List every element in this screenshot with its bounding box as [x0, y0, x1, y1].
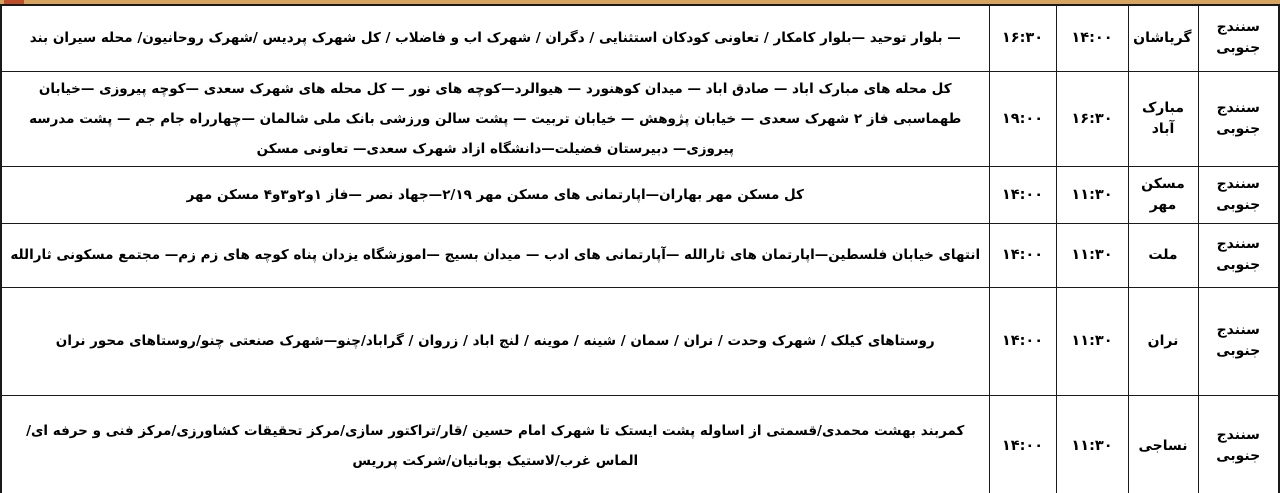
start-time-cell: ۱۱:۳۰ [1056, 223, 1128, 287]
start-time-cell: ۱۱:۳۰ [1056, 395, 1128, 493]
outage-table-body [1, 5, 1279, 493]
start-time-cell: ۱۶:۳۰ [1056, 71, 1128, 166]
region-cell: سنندج جنوبی [1198, 5, 1279, 71]
end-time-cell: ۱۴:۰۰ [989, 395, 1056, 493]
description-cell: انتهای خیابان فلسطین—اپارتمان های ثارالله —آپارتمانی های ادب — میدان بسیج —اموزشگاه یزدان پناه کوچه های زم زم— مجتمع مسکونی ثارالله [1, 223, 989, 287]
region-cell: سنندج جنوبی [1198, 223, 1279, 287]
table-row [1, 395, 1279, 493]
end-time-cell: ۱۴:۰۰ [989, 287, 1056, 395]
table-row [1, 71, 1279, 166]
description-cell: روستاهای کیلک / شهرک وحدت / نران / سمان / شینه / موینه / لنج اباد / زروان / گراباد/چنو—شهرک صنعتی چنو/روستاهای محور نران [1, 287, 989, 395]
start-time-cell: ۱۴:۰۰ [1056, 5, 1128, 71]
description-cell: کل مسکن مهر بهاران—اپارتمانی های مسکن مهر ۲/۱۹—جهاد نصر —فاز ۱و۲و۳و۴ مسکن مهر [1, 166, 989, 223]
area-name-cell: نران [1128, 287, 1198, 395]
area-name-cell: ملت [1128, 223, 1198, 287]
table-row [1, 287, 1279, 395]
area-name-cell: نساجی [1128, 395, 1198, 493]
end-time-cell: ۱۶:۳۰ [989, 5, 1056, 71]
region-cell: سنندج جنوبی [1198, 166, 1279, 223]
table-row [1, 223, 1279, 287]
description-cell: کمربند بهشت محمدی/قسمتی از اساوله پشت ایستک تا شهرک امام حسین /قار/تراکتور سازی/مرکز تحقیقات کشاورزی/مرکز فنی و حرفه ای/الماس غرب/لاستیک بوبانیان/شرکت پرریس [1, 395, 989, 493]
end-time-cell: ۱۴:۰۰ [989, 166, 1056, 223]
area-name-cell: گریاشان [1128, 5, 1198, 71]
area-name-cell: مسکن مهر [1128, 166, 1198, 223]
end-time-cell: ۱۴:۰۰ [989, 223, 1056, 287]
area-name-cell: مبارک آباد [1128, 71, 1198, 166]
outage-schedule-table [0, 4, 1280, 493]
region-cell: سنندج جنوبی [1198, 287, 1279, 395]
region-cell: سنندج جنوبی [1198, 71, 1279, 166]
description-cell: کل محله های مبارک اباد — صادق اباد — میدان کوهنورد — هیوالرد—کوچه های نور — کل محله های شهرک سعدی —کوچه پیروزی —خیابان طهماسبی فاز ۲ شهرک سعدی — خیابان پژوهش — خیابان تربیت — پشت سالن ورزشی بانک ملی شالمان —چهارراه جام جم — پشت مدرسه پیروزی— دبیرستان فضیلت—دانشگاه ازاد شهرک سعدی— تعاونی مسکن [1, 71, 989, 166]
description-cell: — بلوار توحید —بلوار کامکار / تعاونی کودکان استثنایی / دگران / شهرک اب و فاضلاب / کل شهرک پردیس /شهرک روحانیون/ محله سیران بند [1, 5, 989, 71]
start-time-cell: ۱۱:۳۰ [1056, 166, 1128, 223]
region-cell: سنندج جنوبی [1198, 395, 1279, 493]
end-time-cell: ۱۹:۰۰ [989, 71, 1056, 166]
start-time-cell: ۱۱:۳۰ [1056, 287, 1128, 395]
table-row [1, 5, 1279, 71]
table-row [1, 166, 1279, 223]
